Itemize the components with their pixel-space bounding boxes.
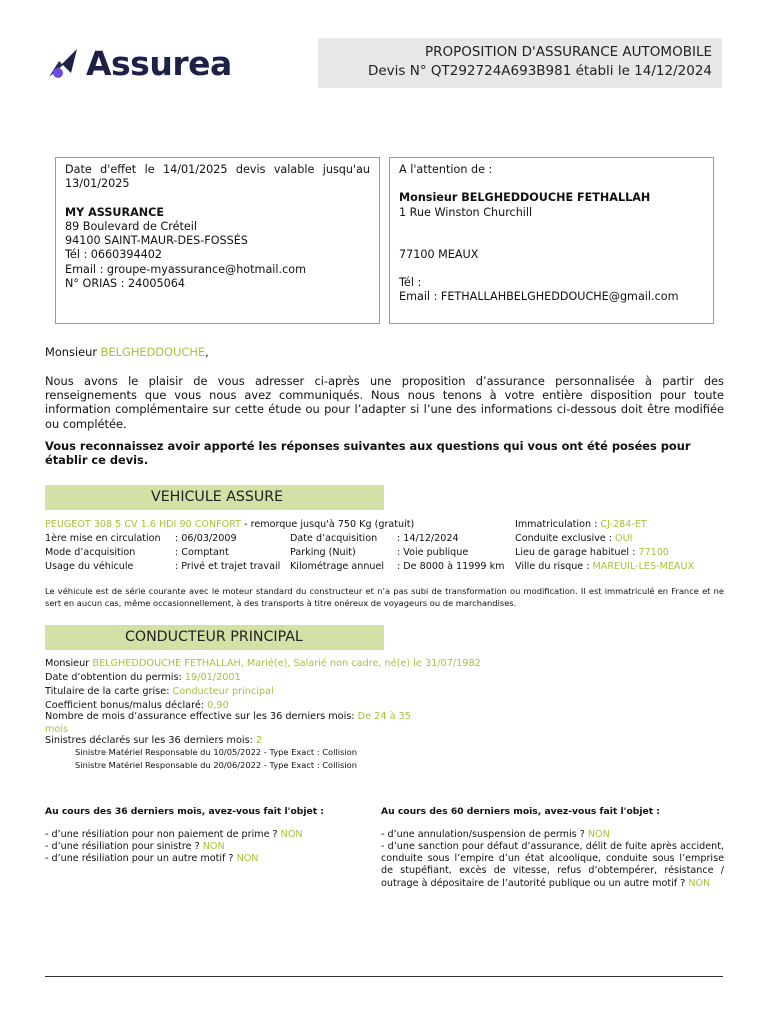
footer-divider [45,976,723,977]
section-driver-header [45,625,384,650]
vehicle-row-label: Kilométrage annuel [290,561,385,572]
salutation-prefix: Monsieur [45,345,98,359]
vehicle-row-label: Parking (Nuit) [290,547,356,558]
recipient-phone: Tél : [399,276,422,290]
question-text: - d’une résiliation pour sinistre ? [45,841,200,852]
broker-phone: Tél : 0660394402 [65,248,162,262]
claims-count [45,734,262,748]
insured-months [45,710,423,736]
question-item [45,853,258,865]
salutation-name: BELGHEDDOUCHE [100,345,206,359]
intro-paragraph: Nous avons le plaisir de vous adresser ci-après une proposition d’assurance personnalisée à partir des renseignements que vous nous avez communiqués. Nous nous tenons à votre entière disposition pour toute information complémentaire sur cette étude ou pour l’adapter si l’une des informations ci-dessous doit être modifiée ou complétée. [45,374,724,431]
paper-plane-icon [46,47,80,81]
vehicle-row-value: OUI [612,533,633,544]
document-title-box [318,38,722,88]
vehicle-row-value: 77100 [635,547,669,558]
answer-text: NON [233,853,259,864]
vehicle-row-value: : De 8000 à 11999 km [397,561,505,572]
vehicle-trailer: - remorque jusqu'à 750 Kg (gratuit) [241,519,415,530]
question-item [381,829,610,841]
claims-label: Sinistres déclarés sur les 36 derniers mois: [45,735,253,746]
questions-60-months-title: Au cours des 60 derniers mois, avez-vous fait l'objet : [381,806,660,817]
vehicle-row-value: : Privé et trajet travail [175,561,281,572]
recipient-email: Email : FETHALLAHBELGHEDDOUCHE@gmail.com [399,290,679,304]
months-label: Nombre de mois d’assurance effective sur les 36 derniers mois: [45,711,355,722]
broker-address-line1: 89 Boulevard de Créteil [65,219,198,233]
license-value: 19/01/2001 [181,672,241,683]
quote-number: Devis N° QT292724A693B981 établi le 14/12/2024 [367,63,712,79]
months-value: De 24 à 35 mois [45,711,411,735]
vehicle-row-label: 1ère mise en circulation [45,533,161,544]
vehicle-row-value: : 14/12/2024 [397,533,459,544]
question-text: - d’une résiliation pour non paiement de prime ? [45,829,278,840]
vehicle-row-label: Usage du véhicule [45,561,134,572]
broker-box [55,157,380,324]
attention-label: A l'attention de : [399,163,493,176]
salutation [45,345,209,359]
vehicle-model: PEUGEOT 308 5 CV 1.6 HDI 90 CONFORT [45,519,242,530]
vehicle-row-label-3 [515,546,669,560]
vehicle-model-line [45,518,414,532]
vehicle-row-label: Date d’acquisition [290,533,378,544]
question-item [381,841,724,890]
vehicle-row-value: : 06/03/2009 [175,533,237,544]
answer-text: NON [277,829,303,840]
holder-value: Conducteur principal [169,686,274,697]
registration-holder [45,685,274,699]
vehicle-row-value: : Comptant [175,547,229,558]
answer-text: NON [199,841,225,852]
vehicle-row-label: Lieu de garage habituel : [515,547,636,558]
broker-address-line2: 94100 SAINT-MAUR-DES-FOSSÉS [65,234,248,248]
question-text: - d’une sanction pour défaut d’assurance, délit de fuite après accident, conduite sous l’empire d’un état alcoolique, conduite sous l’emprise de stupéfiant, excès de vitesse, refus d’obtempérer, résistance / outrage à dépositaire de l’autorité publique ou un autre motif ? [381,841,724,889]
section-vehicle-title: VEHICULE ASSURE [151,489,284,505]
vehicle-note: Le véhicule est de série courante avec le moteur standard du constructeur et n’a pas subi de transformation ou modification. Il est immatriculé en France et ne sert en aucun cas, même occasionnellement, à des transports à titre onéreux de voyageurs ou de marchandises. [45,586,724,608]
salutation-suffix: , [205,345,209,359]
question-text: - d’une annulation/suspension de permis ? [381,829,585,840]
logo-text: Assurea [86,44,232,83]
bonus-value: 0,90 [204,700,229,711]
answer-text: NON [584,829,610,840]
vehicle-row-label-3 [515,560,694,574]
questions-36-months-title: Au cours des 36 derniers mois, avez-vous fait l'objet : [45,806,324,817]
answer-text: NON [685,877,711,889]
recipient-address: 1 Rue Winston Churchill [399,205,533,219]
license-label: Date d’obtention du permis: [45,672,182,683]
vehicle-row-label: Ville du risque : [515,561,590,572]
driver-title: Monsieur [45,658,90,669]
claims-value: 2 [252,735,263,746]
registration-value: CJ-284-ET [597,519,647,530]
acknowledge-paragraph: Vous reconnaissez avoir apporté les réponses suivantes aux questions qui vous ont été posées pour établir ce devis. [45,439,691,468]
vehicle-row-label: Mode d’acquisition [45,547,136,558]
vehicle-row-label-3 [515,532,632,546]
registration-label: Immatriculation : [515,519,598,530]
section-driver-title: CONDUCTEUR PRINCIPAL [125,629,303,645]
company-logo [46,44,232,83]
vehicle-row-value: : Voie publique [397,547,469,558]
recipient-name: Monsieur BELGHEDDOUCHE FETHALLAH [399,191,651,205]
broker-name: MY ASSURANCE [65,205,164,219]
validity-text: Date d'effet le 14/01/2025 devis valable jusqu'au 13/01/2025 [65,163,370,191]
claim-item: Sinistre Matériel Responsable du 10/05/2022 - Type Exact : Collision [75,747,358,757]
registration [515,518,647,532]
broker-email: Email : groupe-myassurance@hotmail.com [65,262,306,276]
broker-orias: N° ORIAS : 24005064 [65,277,185,291]
question-item [45,829,303,841]
question-text: - d’une résiliation pour un autre motif ? [45,853,234,864]
section-vehicle-header [45,485,384,510]
claim-item: Sinistre Matériel Responsable du 20/06/2022 - Type Exact : Collision [75,760,358,770]
question-item [45,841,225,853]
vehicle-row-label: Conduite exclusive : [515,533,612,544]
holder-label: Titulaire de la carte grise: [45,686,170,697]
recipient-box [389,157,714,324]
document-title: PROPOSITION D'ASSURANCE AUTOMOBILE [424,44,712,60]
driver-details: BELGHEDDOUCHE FETHALLAH, Marié(e), Salarié non cadre, né(e) le 31/07/1982 [92,658,481,669]
driver-identity [45,657,481,671]
license-date [45,671,241,685]
recipient-city: 77100 MEAUX [399,247,479,261]
vehicle-row-value: MAREUIL-LES-MEAUX [589,561,695,572]
bonus-label: Coefficient bonus/malus déclaré: [45,700,205,711]
